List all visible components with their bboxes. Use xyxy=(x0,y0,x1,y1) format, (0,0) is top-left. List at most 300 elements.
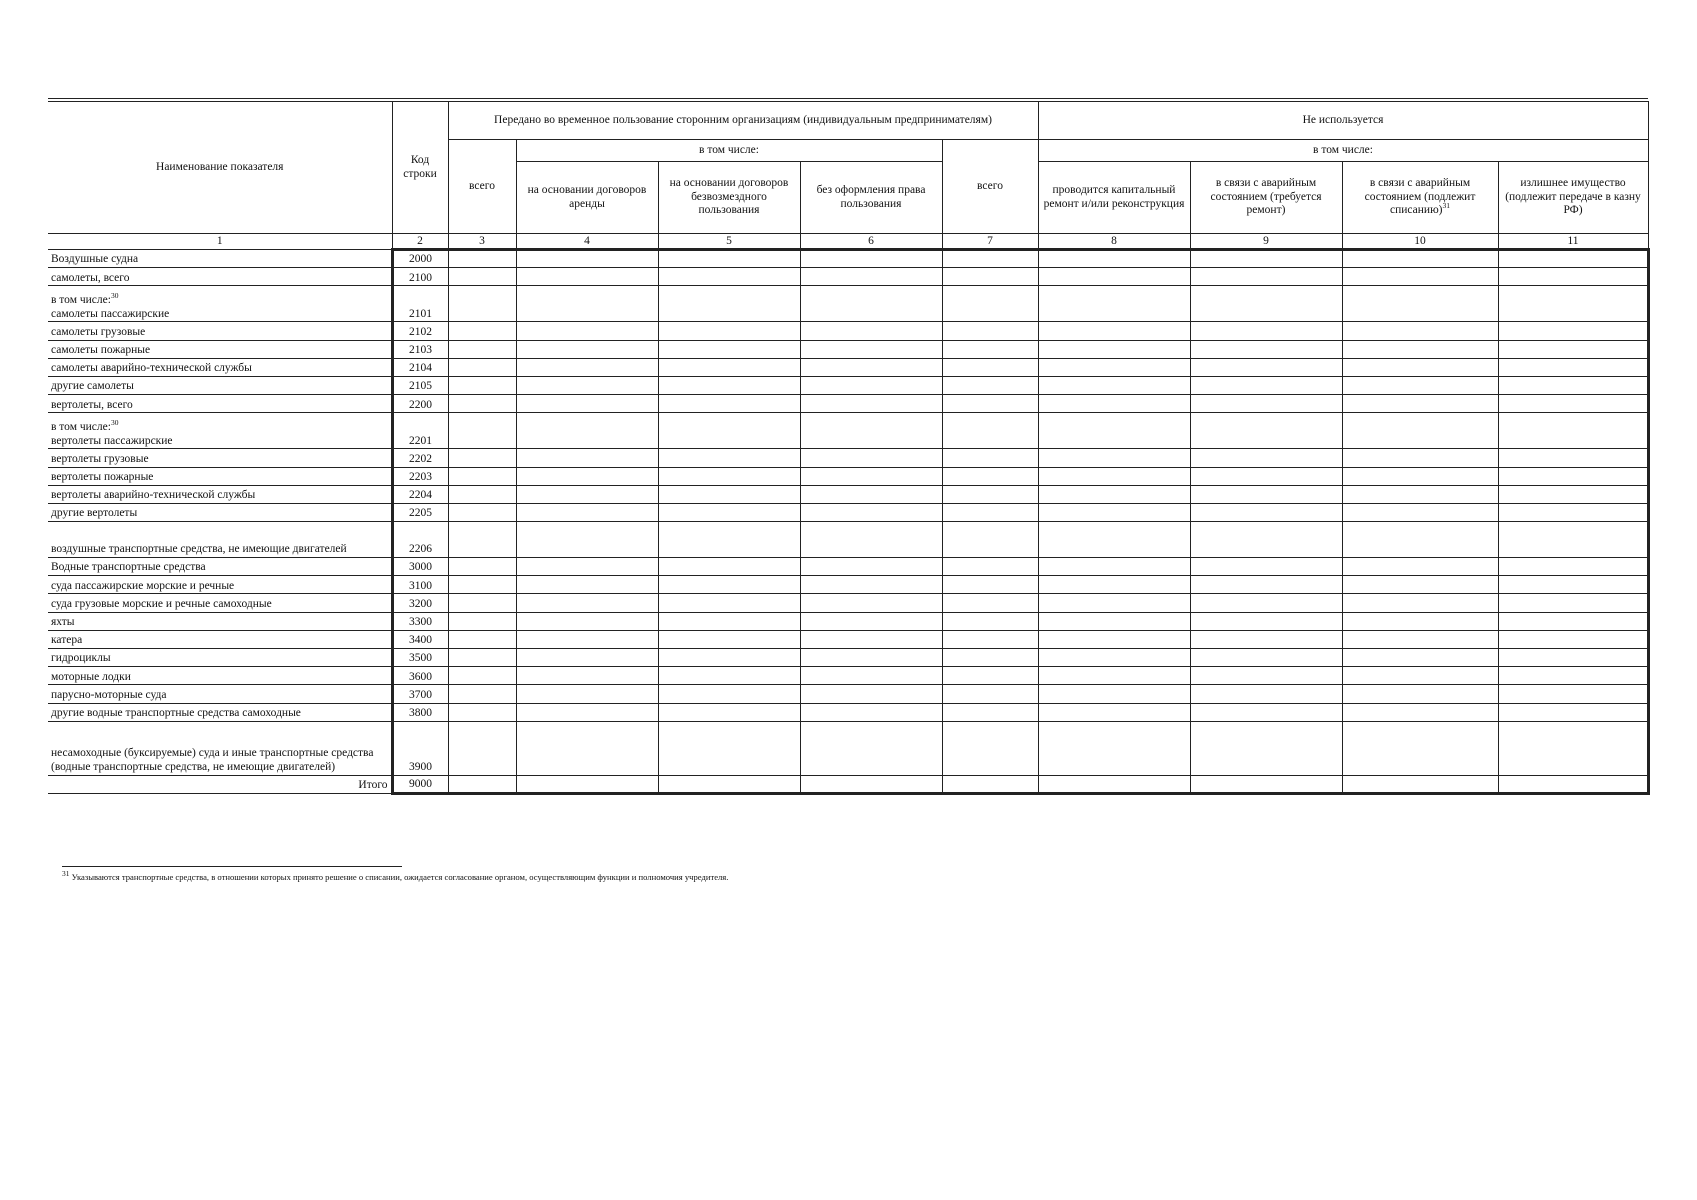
table-row xyxy=(48,413,1648,449)
data-cell-col-3[interactable] xyxy=(448,376,516,394)
data-cell-col-10[interactable] xyxy=(1342,485,1498,503)
data-cell-col-11[interactable] xyxy=(1498,340,1648,358)
row-name-text: воздушные транспортные средства, не имеющие двигателей xyxy=(51,543,347,556)
data-cell-col-9[interactable] xyxy=(1190,522,1342,558)
data-cell-col-7[interactable] xyxy=(942,667,1038,685)
data-cell-col-5[interactable] xyxy=(658,667,800,685)
data-cell-col-11[interactable] xyxy=(1498,594,1648,612)
row-name-text: суда грузовые морские и речные самоходные xyxy=(51,597,272,610)
data-cell-col-11[interactable] xyxy=(1498,395,1648,413)
data-cell-col-7[interactable] xyxy=(942,685,1038,703)
footnote-ref-30: 30 xyxy=(110,417,119,427)
data-cell-col-6[interactable] xyxy=(800,721,942,775)
data-cell-col-9[interactable] xyxy=(1190,358,1342,376)
data-cell-col-5[interactable] xyxy=(658,413,800,449)
data-cell-col-8[interactable] xyxy=(1038,685,1190,703)
data-cell-col-6[interactable] xyxy=(800,630,942,648)
data-cell-col-3[interactable] xyxy=(448,322,516,340)
row-name-text: другие водные транспортные средства самоходные xyxy=(51,706,301,719)
column-number-3: 3 xyxy=(448,234,516,250)
row-name xyxy=(48,395,392,413)
data-cell-col-8[interactable] xyxy=(1038,322,1190,340)
data-cell-col-11[interactable] xyxy=(1498,413,1648,449)
row-name-text: вертолеты аварийно-технической службы xyxy=(51,489,256,502)
column-number-7: 7 xyxy=(942,234,1038,250)
data-cell-col-7[interactable] xyxy=(942,558,1038,576)
data-cell-col-8[interactable] xyxy=(1038,503,1190,521)
data-cell-col-4[interactable] xyxy=(516,630,658,648)
row-name xyxy=(48,449,392,467)
data-cell-col-3[interactable] xyxy=(448,630,516,648)
data-cell-col-8[interactable] xyxy=(1038,594,1190,612)
row-name-text: вертолеты пожарные xyxy=(51,470,154,483)
row-name xyxy=(48,558,392,576)
column-number-9: 9 xyxy=(1190,234,1342,250)
data-cell-col-7[interactable] xyxy=(942,413,1038,449)
data-cell-col-9[interactable] xyxy=(1190,685,1342,703)
data-cell-col-10[interactable] xyxy=(1342,522,1498,558)
data-cell-col-6[interactable] xyxy=(800,558,942,576)
table-row xyxy=(48,649,1648,667)
row-code: 3100 xyxy=(392,576,448,594)
row-name xyxy=(48,413,392,449)
row-name xyxy=(48,322,392,340)
data-cell-col-3[interactable] xyxy=(448,268,516,286)
data-cell-col-7[interactable] xyxy=(942,703,1038,721)
data-cell-col-8[interactable] xyxy=(1038,703,1190,721)
table-row xyxy=(48,703,1648,721)
data-cell-col-7[interactable] xyxy=(942,268,1038,286)
column-number-4: 4 xyxy=(516,234,658,250)
data-cell-col-11[interactable] xyxy=(1498,268,1648,286)
data-cell-col-5[interactable] xyxy=(658,286,800,322)
data-cell-col-7[interactable] xyxy=(942,522,1038,558)
data-cell-col-3[interactable] xyxy=(448,449,516,467)
table-row xyxy=(48,358,1648,376)
data-cell-col-4[interactable] xyxy=(516,268,658,286)
table-row xyxy=(48,376,1648,394)
table-row xyxy=(48,250,1648,268)
data-cell-col-3[interactable] xyxy=(448,576,516,594)
table-row xyxy=(48,503,1648,521)
row-name-text: вертолеты грузовые xyxy=(51,452,149,465)
data-cell-col-11[interactable] xyxy=(1498,358,1648,376)
data-cell-col-4[interactable] xyxy=(516,503,658,521)
data-cell-col-6[interactable] xyxy=(800,703,942,721)
data-cell-col-3[interactable] xyxy=(448,340,516,358)
data-cell-col-9[interactable] xyxy=(1190,721,1342,775)
data-cell-col-7[interactable] xyxy=(942,503,1038,521)
data-cell-col-8[interactable] xyxy=(1038,558,1190,576)
data-cell-col-11[interactable] xyxy=(1498,721,1648,775)
data-cell-col-5[interactable] xyxy=(658,322,800,340)
data-cell-col-4[interactable] xyxy=(516,250,658,268)
data-cell-col-9[interactable] xyxy=(1190,630,1342,648)
header-group-unused-cell: Не используется xyxy=(1038,102,1648,140)
table-body xyxy=(48,250,1648,794)
data-cell-col-11[interactable] xyxy=(1498,667,1648,685)
table-row xyxy=(48,558,1648,576)
data-cell-col-8[interactable] xyxy=(1038,721,1190,775)
data-cell-col-9[interactable] xyxy=(1190,775,1342,793)
data-cell-col-11[interactable] xyxy=(1498,576,1648,594)
row-name xyxy=(48,268,392,286)
data-cell-col-10[interactable] xyxy=(1342,467,1498,485)
data-cell-col-10[interactable] xyxy=(1342,576,1498,594)
header-lease: на основании договоров аренды xyxy=(516,162,658,234)
data-cell-col-5[interactable] xyxy=(658,703,800,721)
table-row xyxy=(48,630,1648,648)
data-cell-col-6[interactable] xyxy=(800,286,942,322)
data-cell-col-4[interactable] xyxy=(516,286,658,322)
data-cell-col-5[interactable] xyxy=(658,630,800,648)
header-name: Наименование показателя xyxy=(48,102,392,234)
table-row xyxy=(48,667,1648,685)
data-cell-col-10[interactable] xyxy=(1342,449,1498,467)
data-cell-col-6[interactable] xyxy=(800,340,942,358)
data-cell-col-8[interactable] xyxy=(1038,576,1190,594)
data-cell-col-10[interactable] xyxy=(1342,413,1498,449)
data-cell-col-11[interactable] xyxy=(1498,558,1648,576)
header-surplus: излишнее имущество (подлежит передаче в казну РФ) xyxy=(1498,162,1648,234)
footnote-text: Указываются транспортные средства, в отношении которых принято решение о списании, ожидается согласование органом, осуществляющим функции и полномочия учредителя. xyxy=(71,872,729,882)
data-cell-col-5[interactable] xyxy=(658,612,800,630)
data-cell-col-11[interactable] xyxy=(1498,286,1648,322)
data-cell-col-10[interactable] xyxy=(1342,286,1498,322)
row-name-text: яхты xyxy=(51,616,75,629)
data-cell-col-11[interactable] xyxy=(1498,449,1648,467)
data-cell-col-10[interactable] xyxy=(1342,594,1498,612)
data-cell-col-4[interactable] xyxy=(516,522,658,558)
data-cell-col-3[interactable] xyxy=(448,467,516,485)
data-cell-col-10[interactable] xyxy=(1342,395,1498,413)
data-cell-col-3[interactable] xyxy=(448,685,516,703)
data-cell-col-3[interactable] xyxy=(448,649,516,667)
data-cell-col-5[interactable] xyxy=(658,576,800,594)
data-cell-col-3[interactable] xyxy=(448,558,516,576)
data-cell-col-8[interactable] xyxy=(1038,340,1190,358)
row-name-text: самолеты пассажирские xyxy=(51,307,170,320)
data-cell-col-7[interactable] xyxy=(942,576,1038,594)
data-cell-col-7[interactable] xyxy=(942,358,1038,376)
data-cell-col-5[interactable] xyxy=(658,358,800,376)
data-cell-col-6[interactable] xyxy=(800,576,942,594)
data-cell-col-7[interactable] xyxy=(942,286,1038,322)
data-cell-col-10[interactable] xyxy=(1342,250,1498,268)
data-cell-col-9[interactable] xyxy=(1190,667,1342,685)
data-cell-col-4[interactable] xyxy=(516,594,658,612)
data-cell-col-9[interactable] xyxy=(1190,268,1342,286)
data-cell-col-3[interactable] xyxy=(448,522,516,558)
data-cell-col-6[interactable] xyxy=(800,612,942,630)
row-prefix-text: в том числе: xyxy=(51,420,111,433)
data-cell-col-8[interactable] xyxy=(1038,775,1190,793)
data-cell-col-9[interactable] xyxy=(1190,594,1342,612)
row-name xyxy=(48,703,392,721)
data-cell-col-3[interactable] xyxy=(448,703,516,721)
data-cell-col-7[interactable] xyxy=(942,322,1038,340)
row-name-text: суда пассажирские морские и речные xyxy=(51,579,235,592)
data-cell-col-11[interactable] xyxy=(1498,376,1648,394)
data-cell-col-5[interactable] xyxy=(658,485,800,503)
data-cell-col-4[interactable] xyxy=(516,485,658,503)
data-cell-col-3[interactable] xyxy=(448,667,516,685)
data-cell-col-3[interactable] xyxy=(448,358,516,376)
data-cell-col-8[interactable] xyxy=(1038,485,1190,503)
data-cell-col-4[interactable] xyxy=(516,703,658,721)
data-cell-col-4[interactable] xyxy=(516,376,658,394)
data-cell-col-11[interactable] xyxy=(1498,685,1648,703)
data-cell-col-11[interactable] xyxy=(1498,503,1648,521)
data-cell-col-8[interactable] xyxy=(1038,667,1190,685)
data-cell-col-5[interactable] xyxy=(658,721,800,775)
row-name-text: гидроциклы xyxy=(51,652,111,665)
data-cell-col-6[interactable] xyxy=(800,685,942,703)
data-cell-col-4[interactable] xyxy=(516,721,658,775)
data-cell-col-8[interactable] xyxy=(1038,286,1190,322)
row-code: 9000 xyxy=(392,775,448,793)
row-name-text: самолеты грузовые xyxy=(51,325,146,338)
row-name xyxy=(48,630,392,648)
data-cell-col-10[interactable] xyxy=(1342,721,1498,775)
data-cell-col-10[interactable] xyxy=(1342,775,1498,793)
row-code: 3200 xyxy=(392,594,448,612)
row-name xyxy=(48,721,392,775)
data-cell-col-8[interactable] xyxy=(1038,376,1190,394)
data-cell-col-8[interactable] xyxy=(1038,649,1190,667)
data-cell-col-8[interactable] xyxy=(1038,612,1190,630)
report-table xyxy=(48,101,1649,795)
column-number-2: 2 xyxy=(392,234,448,250)
data-cell-col-6[interactable] xyxy=(800,667,942,685)
data-cell-col-5[interactable] xyxy=(658,250,800,268)
data-cell-col-6[interactable] xyxy=(800,449,942,467)
header-no-right: без оформления права пользования xyxy=(800,162,942,234)
data-cell-col-3[interactable] xyxy=(448,612,516,630)
data-cell-col-4[interactable] xyxy=(516,775,658,793)
data-cell-col-8[interactable] xyxy=(1038,413,1190,449)
data-cell-col-11[interactable] xyxy=(1498,775,1648,793)
data-cell-col-3[interactable] xyxy=(448,594,516,612)
row-name-text: несамоходные (буксируемые) суда и иные транспортные средства (водные транспортные средства, не имеющие двигателей) xyxy=(51,747,374,773)
data-cell-col-10[interactable] xyxy=(1342,630,1498,648)
row-name xyxy=(48,358,392,376)
row-name-text: другие самолеты xyxy=(51,380,134,393)
row-prefix xyxy=(51,290,388,308)
data-cell-col-3[interactable] xyxy=(448,250,516,268)
data-cell-col-10[interactable] xyxy=(1342,322,1498,340)
data-cell-col-9[interactable] xyxy=(1190,395,1342,413)
data-cell-col-5[interactable] xyxy=(658,449,800,467)
row-name-text: другие вертолеты xyxy=(51,507,138,520)
data-cell-col-8[interactable] xyxy=(1038,268,1190,286)
row-code: 3700 xyxy=(392,685,448,703)
data-cell-col-9[interactable] xyxy=(1190,612,1342,630)
data-cell-col-7[interactable] xyxy=(942,594,1038,612)
data-cell-col-5[interactable] xyxy=(658,649,800,667)
data-cell-col-10[interactable] xyxy=(1342,358,1498,376)
data-cell-col-6[interactable] xyxy=(800,358,942,376)
data-cell-col-4[interactable] xyxy=(516,667,658,685)
data-cell-col-10[interactable] xyxy=(1342,558,1498,576)
data-cell-col-6[interactable] xyxy=(800,467,942,485)
data-cell-col-11[interactable] xyxy=(1498,612,1648,630)
data-cell-col-4[interactable] xyxy=(516,558,658,576)
data-cell-col-11[interactable] xyxy=(1498,522,1648,558)
data-cell-col-8[interactable] xyxy=(1038,395,1190,413)
data-cell-col-5[interactable] xyxy=(658,522,800,558)
data-cell-col-9[interactable] xyxy=(1190,286,1342,322)
table-row xyxy=(48,449,1648,467)
table-row xyxy=(48,775,1648,793)
data-cell-col-6[interactable] xyxy=(800,485,942,503)
data-cell-col-7[interactable] xyxy=(942,612,1038,630)
header-emergency-repair: в связи с аварийным состоянием (требуется ремонт) xyxy=(1190,162,1342,234)
data-cell-col-9[interactable] xyxy=(1190,649,1342,667)
data-cell-col-6[interactable] xyxy=(800,322,942,340)
header-transferred-total: всего xyxy=(448,140,516,234)
data-cell-col-5[interactable] xyxy=(658,503,800,521)
row-prefix xyxy=(51,417,388,435)
data-cell-col-8[interactable] xyxy=(1038,449,1190,467)
data-cell-col-6[interactable] xyxy=(800,268,942,286)
data-cell-col-10[interactable] xyxy=(1342,649,1498,667)
row-code: 2105 xyxy=(392,376,448,394)
data-cell-col-11[interactable] xyxy=(1498,649,1648,667)
data-cell-col-10[interactable] xyxy=(1342,340,1498,358)
row-name xyxy=(48,503,392,521)
data-cell-col-4[interactable] xyxy=(516,576,658,594)
header-emergency-writeoff-text: в связи с аварийным состоянием (подлежит списанию) xyxy=(1364,176,1476,217)
row-name xyxy=(48,667,392,685)
row-name xyxy=(48,775,392,793)
data-cell-col-9[interactable] xyxy=(1190,250,1342,268)
data-cell-col-11[interactable] xyxy=(1498,485,1648,503)
data-cell-col-10[interactable] xyxy=(1342,503,1498,521)
data-cell-col-4[interactable] xyxy=(516,612,658,630)
data-cell-col-4[interactable] xyxy=(516,395,658,413)
data-cell-col-7[interactable] xyxy=(942,376,1038,394)
data-cell-col-5[interactable] xyxy=(658,376,800,394)
data-cell-col-3[interactable] xyxy=(448,286,516,322)
data-cell-col-7[interactable] xyxy=(942,250,1038,268)
data-cell-col-6[interactable] xyxy=(800,522,942,558)
row-name-text: Водные транспортные средства xyxy=(51,561,206,574)
data-cell-col-6[interactable] xyxy=(800,775,942,793)
data-cell-col-4[interactable] xyxy=(516,358,658,376)
data-cell-col-9[interactable] xyxy=(1190,449,1342,467)
row-name-text: самолеты аварийно-технической службы xyxy=(51,362,252,375)
data-cell-col-7[interactable] xyxy=(942,340,1038,358)
data-cell-col-9[interactable] xyxy=(1190,576,1342,594)
data-cell-col-5[interactable] xyxy=(658,594,800,612)
data-cell-col-6[interactable] xyxy=(800,413,942,449)
data-cell-col-9[interactable] xyxy=(1190,322,1342,340)
data-cell-col-7[interactable] xyxy=(942,649,1038,667)
data-cell-col-9[interactable] xyxy=(1190,376,1342,394)
data-cell-col-10[interactable] xyxy=(1342,268,1498,286)
data-cell-col-4[interactable] xyxy=(516,467,658,485)
data-cell-col-9[interactable] xyxy=(1190,503,1342,521)
row-code: 2206 xyxy=(392,522,448,558)
data-cell-col-8[interactable] xyxy=(1038,250,1190,268)
data-cell-col-6[interactable] xyxy=(800,649,942,667)
data-cell-col-10[interactable] xyxy=(1342,376,1498,394)
data-cell-col-9[interactable] xyxy=(1190,703,1342,721)
data-cell-col-9[interactable] xyxy=(1190,485,1342,503)
data-cell-col-6[interactable] xyxy=(800,503,942,521)
data-cell-col-8[interactable] xyxy=(1038,522,1190,558)
data-cell-col-3[interactable] xyxy=(448,775,516,793)
data-cell-col-11[interactable] xyxy=(1498,250,1648,268)
data-cell-col-6[interactable] xyxy=(800,594,942,612)
row-name xyxy=(48,685,392,703)
data-cell-col-11[interactable] xyxy=(1498,630,1648,648)
data-cell-col-10[interactable] xyxy=(1342,685,1498,703)
data-cell-col-4[interactable] xyxy=(516,649,658,667)
data-cell-col-3[interactable] xyxy=(448,395,516,413)
data-cell-col-3[interactable] xyxy=(448,721,516,775)
data-cell-col-7[interactable] xyxy=(942,395,1038,413)
data-cell-col-6[interactable] xyxy=(800,395,942,413)
data-cell-col-10[interactable] xyxy=(1342,703,1498,721)
data-cell-col-8[interactable] xyxy=(1038,467,1190,485)
row-code: 2000 xyxy=(392,250,448,268)
data-cell-col-7[interactable] xyxy=(942,721,1038,775)
row-code: 3900 xyxy=(392,721,448,775)
data-cell-col-10[interactable] xyxy=(1342,612,1498,630)
data-cell-col-6[interactable] xyxy=(800,376,942,394)
data-cell-col-5[interactable] xyxy=(658,395,800,413)
data-cell-col-9[interactable] xyxy=(1190,413,1342,449)
data-cell-col-5[interactable] xyxy=(658,340,800,358)
data-cell-col-9[interactable] xyxy=(1190,558,1342,576)
data-cell-col-5[interactable] xyxy=(658,775,800,793)
data-cell-col-8[interactable] xyxy=(1038,630,1190,648)
data-cell-col-3[interactable] xyxy=(448,413,516,449)
data-cell-col-5[interactable] xyxy=(658,467,800,485)
data-cell-col-4[interactable] xyxy=(516,685,658,703)
data-cell-col-10[interactable] xyxy=(1342,667,1498,685)
data-cell-col-11[interactable] xyxy=(1498,467,1648,485)
data-cell-col-6[interactable] xyxy=(800,250,942,268)
row-prefix-text: в том числе: xyxy=(51,293,111,306)
data-cell-col-3[interactable] xyxy=(448,485,516,503)
data-cell-col-7[interactable] xyxy=(942,485,1038,503)
data-cell-col-4[interactable] xyxy=(516,322,658,340)
data-cell-col-11[interactable] xyxy=(1498,322,1648,340)
data-cell-col-5[interactable] xyxy=(658,558,800,576)
data-cell-col-5[interactable] xyxy=(658,268,800,286)
data-cell-col-7[interactable] xyxy=(942,630,1038,648)
data-cell-col-3[interactable] xyxy=(448,503,516,521)
data-cell-col-8[interactable] xyxy=(1038,358,1190,376)
data-cell-col-4[interactable] xyxy=(516,449,658,467)
data-cell-col-9[interactable] xyxy=(1190,340,1342,358)
row-code: 2103 xyxy=(392,340,448,358)
row-name xyxy=(48,250,392,268)
data-cell-col-9[interactable] xyxy=(1190,467,1342,485)
data-cell-col-7[interactable] xyxy=(942,775,1038,793)
data-cell-col-4[interactable] xyxy=(516,413,658,449)
data-cell-col-7[interactable] xyxy=(942,449,1038,467)
table-row xyxy=(48,395,1648,413)
data-cell-col-5[interactable] xyxy=(658,685,800,703)
column-number-11: 11 xyxy=(1498,234,1648,250)
data-cell-col-4[interactable] xyxy=(516,340,658,358)
data-cell-col-11[interactable] xyxy=(1498,703,1648,721)
data-cell-col-7[interactable] xyxy=(942,467,1038,485)
